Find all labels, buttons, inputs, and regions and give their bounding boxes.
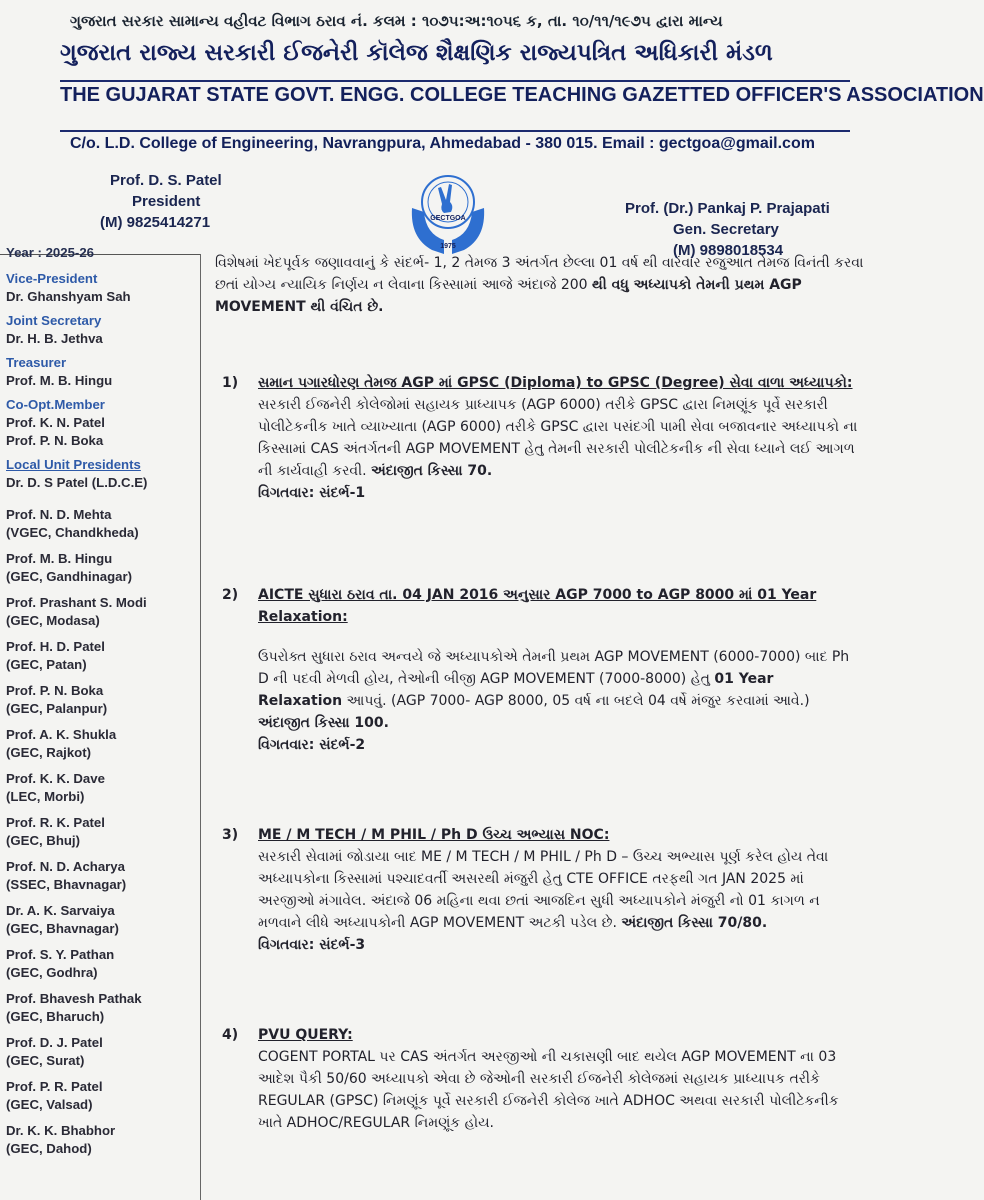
- unit-president-college: (GEC, Valsad): [6, 1097, 93, 1112]
- point-number: 3): [222, 827, 239, 843]
- point-estimate: અંદાજીત કિસ્સા 100.: [258, 715, 389, 731]
- office-bearers-sidebar: [6, 244, 196, 1166]
- coopt-member-2: Prof. P. N. Boka: [6, 433, 104, 448]
- association-title-english: THE GUJARAT STATE GOVT. ENGG. COLLEGE TEACHING GAZETTED OFFICER'S ASSOCIATION: [60, 84, 984, 106]
- unit-president-college: (GEC, Bhavnagar): [6, 921, 119, 936]
- unit-president-college: (LEC, Morbi): [6, 789, 85, 804]
- unit-president: [6, 726, 196, 762]
- point-heading: સમાન પગારધોરણ તેમજ AGP માં GPSC (Diploma) to GPSC (Degree) સેવા વાળા અધ્યાપકો:: [258, 375, 853, 391]
- unit-president-name: Prof. P. N. Boka: [6, 683, 104, 698]
- unit-president-name: Prof. R. K. Patel: [6, 815, 105, 830]
- unit-president-name: Prof. S. Y. Pathan: [6, 947, 115, 962]
- unit-president-college: (GEC, Bharuch): [6, 1009, 105, 1024]
- point-estimate: અંદાજીત કિસ્સા 70/80.: [621, 915, 768, 931]
- gen-secretary-name: Prof. (Dr.) Pankaj P. Prajapati: [625, 200, 830, 217]
- point-number: 4): [222, 1027, 239, 1043]
- point-body: COGENT PORTAL પર CAS અંતર્ગત અરજીઓ ની ચકાસણી બાદ થયેલ AGP MOVEMENT ના 03 આદેશ પૈકી 50/60 અધ્યાપકો એવા છે જેઓની સરકારી ઈજનેરી કોલેજમાં સહાયક પ્રાધ્યાપક તરીકે REGULAR (GPSC) નિમણૂંક પૂર્વે સરકારી ઈજનેરી કોલેજ ખાતે ADHOC અથવા સરકારી પોલીટેકનીક ખાતે ADHOC/REGULAR નિમણૂંક હોય.: [258, 1049, 839, 1131]
- unit-president: [6, 946, 196, 982]
- local-unit-label: Local Unit Presidents: [6, 457, 141, 472]
- point-body: સરકારી ઈજનેરી કોલેજોમાં સહાયક પ્રાધ્યાપક (AGP 6000) તરીકે GPSC દ્વારા નિમણૂંક પૂર્વે સરકારી પોલીટેકનીક ખાતે વ્યાખ્યાતા (AGP 6000) તરીકે GPSC દ્વારા પસંદગી પામી સેવા બજાવનાર અધ્યાપકો ના કિસ્સામાં CAS અંતર્ગતની AGP MOVEMENT હેતુ તેમની સરકારી પોલીટેકનીક ની સેવા ધ્યાને લઈ આગળ ની કાર્યવાહી કરવી.: [258, 397, 858, 479]
- president-title: President: [132, 193, 201, 210]
- point-body-bold: 01 Year Relaxation: [258, 671, 774, 709]
- coopt-label: Co-Opt.Member: [6, 397, 105, 412]
- unit-president: [6, 594, 196, 630]
- sidebar-divider: [200, 254, 201, 1200]
- treasurer-label: Treasurer: [6, 355, 67, 370]
- point-heading: PVU QUERY:: [258, 1027, 353, 1043]
- intro-bold: થી વધુ અધ્યાપકો તેમની પ્રથમ AGP MOVEMENT થી વંચિત છે.: [215, 277, 802, 315]
- unit-president-college: (GEC, Modasa): [6, 613, 100, 628]
- unit-president: [6, 506, 196, 542]
- point-3: [222, 824, 862, 956]
- unit-president-college: (GEC, Patan): [6, 657, 87, 672]
- unit-president-name: Prof. Bhavesh Pathak: [6, 991, 142, 1006]
- unit-president-college: (GEC, Surat): [6, 1053, 85, 1068]
- coopt-member-1: Prof. K. N. Patel: [6, 415, 105, 430]
- point-heading: ME / M TECH / M PHIL / Ph D ઉચ્ચ અભ્યાસ NOC:: [258, 827, 610, 843]
- point-number: 2): [222, 587, 239, 603]
- unit-president-name: Prof. Prashant S. Modi: [6, 595, 147, 610]
- letter-body-intro: [215, 252, 865, 318]
- president-block: [100, 170, 222, 233]
- hands-victory-logo-icon: [408, 168, 488, 260]
- gen-secretary-title: Gen. Secretary: [673, 221, 779, 238]
- association-title-gujarati: ગુજરાત રાજ્ય સરકારી ઈજનેરી કૉલેજ શૈક્ષણિક રાજ્યપત્રિત અધિકારી મંડળ: [60, 40, 773, 66]
- president-phone: (M) 9825414271: [100, 214, 211, 231]
- unit-president-name: Prof. M. B. Hingu: [6, 551, 113, 566]
- point-heading: AICTE સુધારા ઠરાવ તા. 04 JAN 2016 અનુસાર AGP 7000 to AGP 8000 માં 01 Year Relaxation:: [258, 587, 817, 625]
- unit-president-college: (VGEC, Chandkheda): [6, 525, 139, 540]
- unit-president: [6, 550, 196, 586]
- unit-president: [6, 1078, 196, 1114]
- unit-president: [6, 990, 196, 1026]
- point-estimate: અંદાજીત કિસ્સા 70.: [370, 463, 493, 479]
- point-body-cont: આપવું. (AGP 7000- AGP 8000, 05 વર્ષ ના બદલે 04 વર્ષે મંજુર કરવામાં આવે.): [346, 693, 810, 709]
- unit-president-college: (GEC, Palanpur): [6, 701, 108, 716]
- header-rule-top: [60, 80, 850, 82]
- unit-president-name: Dr. A. K. Sarvaiya: [6, 903, 115, 918]
- sidebar-year: Year : 2025-26: [6, 245, 94, 260]
- vp-label: Vice-President: [6, 271, 98, 286]
- point-body: સરકારી સેવામાં જોડાયા બાદ ME / M TECH / M PHIL / Ph D – ઉચ્ચ અભ્યાસ પૂર્ણ કરેલ હોય તેવા અધ્યાપકોના કિસ્સામાં પશ્ચાદવર્તી અસરથી મંજુરી હેતુ CTE OFFICE તરફથી ગત JAN 2025 માં અરજીઓ મંગાવેલ. અંદાજે 06 મહિના થવા છતાં આજદિન સુધી અધ્યાપકોને મંજુરી નો 01 કાગળ ન મળવાને લીધે અધ્યાપકોની AGP MOVEMENT અટકી પડેલ છે.: [258, 849, 829, 931]
- unit-president: Dr. D. S Patel (L.D.C.E): [6, 475, 148, 490]
- unit-president-name: Prof. A. K. Shukla: [6, 727, 117, 742]
- vp-name: Dr. Ghanshyam Sah: [6, 289, 131, 304]
- unit-president-name: Prof. N. D. Mehta: [6, 507, 112, 522]
- point-reference: વિગતવાર: સંદર્ભ-1: [258, 485, 366, 501]
- gen-secretary-phone: (M) 9898018534: [673, 242, 784, 259]
- js-name: Dr. H. B. Jethva: [6, 331, 103, 346]
- unit-president: [6, 1122, 196, 1158]
- logo-year: 1975: [440, 243, 456, 250]
- point-reference: વિગતવાર: સંદર્ભ-2: [258, 737, 366, 753]
- point-1: [222, 372, 862, 504]
- unit-president: [6, 682, 196, 718]
- point-4: [222, 1024, 862, 1134]
- intro-text: વિશેષમાં ખેદપૂર્વક જણાવવાનું કે સંદર્ભ- 1, 2 તેમજ 3 અંતર્ગત છેલ્લા 01 વર્ષ થી વારંવાર રજુઆત તેમજ વિનંતી કરવા છતાં યોગ્ય ન્યાયિક નિર્ણય ન લેવાના કિસ્સામાં આજે અંદાજે 200: [215, 255, 864, 293]
- unit-president: [6, 638, 196, 674]
- unit-president: [6, 770, 196, 806]
- govt-approval-line: ગુજરાત સરકાર સામાન્ય વહીવટ વિભાગ ઠરાવ નં. કલમ : ૧૦૭૫:અ:૧૦૫૬ ક, તા. ૧૦/૧૧/૧૯૭૫ દ્વારા માન્ય: [70, 12, 723, 30]
- unit-president-name: Prof. H. D. Patel: [6, 639, 105, 654]
- unit-president: [6, 902, 196, 938]
- unit-president-college: (SSEC, Bhavnagar): [6, 877, 127, 892]
- unit-president-name: Prof. N. D. Acharya: [6, 859, 125, 874]
- point-reference: વિગતવાર: સંદર્ભ-3: [258, 937, 366, 953]
- unit-president: [6, 858, 196, 894]
- js-label: Joint Secretary: [6, 313, 102, 328]
- unit-president: [6, 814, 196, 850]
- treasurer-name: Prof. M. B. Hingu: [6, 373, 113, 388]
- unit-president-college: (GEC, Dahod): [6, 1141, 92, 1156]
- unit-president-name: Dr. K. K. Bhabhor: [6, 1123, 116, 1138]
- association-address: C/o. L.D. College of Engineering, Navrangpura, Ahmedabad - 380 015. Email : gectgoa@gmail.com: [70, 135, 815, 152]
- unit-president-name: Prof. D. J. Patel: [6, 1035, 103, 1050]
- president-name: Prof. D. S. Patel: [110, 172, 222, 189]
- header-rule-bottom: [60, 130, 850, 132]
- logo-text: GECTGOA: [430, 215, 466, 222]
- unit-president: [6, 1034, 196, 1070]
- unit-president-college: (GEC, Godhra): [6, 965, 98, 980]
- point-2: [222, 584, 862, 756]
- unit-president-college: (GEC, Rajkot): [6, 745, 91, 760]
- unit-president-name: Prof. K. K. Dave: [6, 771, 105, 786]
- unit-president-name: Prof. P. R. Patel: [6, 1079, 103, 1094]
- point-body: ઉપરોક્ત સુધારા ઠરાવ અન્વયે જે અધ્યાપકોએ તેમની પ્રથમ AGP MOVEMENT (6000-7000) બાદ Ph D ની પદવી મેળવી હોય, તેઓની બીજી AGP MOVEMENT (7000-8000) હેતુ: [258, 649, 850, 687]
- unit-president-college: (GEC, Bhuj): [6, 833, 80, 848]
- unit-president-college: (GEC, Gandhinagar): [6, 569, 133, 584]
- point-number: 1): [222, 375, 239, 391]
